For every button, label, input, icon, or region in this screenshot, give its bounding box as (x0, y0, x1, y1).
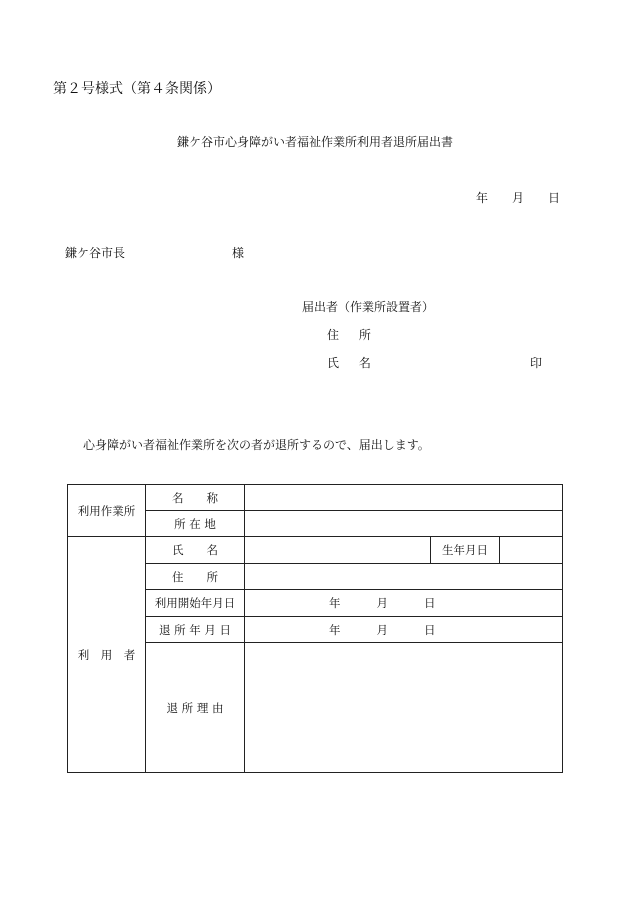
submission-date (476, 189, 560, 206)
date-year: 年 (475, 191, 488, 205)
notifier-address-label: 住 所 (327, 328, 379, 342)
user-name-field[interactable] (245, 537, 431, 564)
user-name-label: 氏 名 (146, 537, 245, 564)
leave-reason-label: 退 所 理 由 (146, 643, 245, 773)
leave-reason-field[interactable] (245, 643, 563, 773)
start-date-month: 月 (376, 596, 388, 610)
date-month: 月 (511, 191, 524, 205)
leave-date-month: 月 (376, 622, 388, 637)
user-address-label: 住 所 (146, 564, 245, 590)
birth-date-label: 生年月日 (431, 537, 500, 564)
facility-name-label: 名 称 (146, 485, 245, 511)
start-date-year: 年 (329, 596, 341, 610)
form-number: 第２号様式（第４条関係） (53, 81, 221, 97)
leave-date-day: 日 (424, 622, 436, 637)
leave-date-label: 退 所 年 月 日 (146, 617, 245, 643)
facility-name-field[interactable] (245, 485, 563, 511)
facility-location-label: 所 在 地 (146, 511, 245, 537)
withdrawal-form-table (67, 484, 563, 773)
date-day: 日 (547, 191, 560, 205)
start-date-field[interactable] (245, 590, 563, 617)
birth-date-field[interactable] (500, 537, 563, 564)
start-date-day: 日 (424, 596, 436, 610)
seal-mark: 印 (530, 356, 543, 370)
notifier-label: 届出者（作業所設置者） (302, 300, 435, 314)
start-date-label: 利用開始年月日 (146, 590, 245, 617)
user-group-header: 利 用 者 (68, 537, 146, 773)
document-title: 鎌ケ谷市心身障がい者福祉作業所利用者退所届出書 (176, 135, 453, 149)
addressee-honorific: 様 (232, 246, 245, 260)
notifier-name-label: 氏 名 (327, 356, 379, 370)
facility-location-field[interactable] (245, 511, 563, 537)
addressee-name: 鎌ケ谷市長 (65, 246, 126, 260)
leave-date-year: 年 (329, 622, 341, 637)
user-address-field[interactable] (245, 564, 563, 590)
facility-group-header: 利用作業所 (68, 485, 146, 537)
leave-date-field[interactable] (245, 617, 563, 643)
statement-text: 心身障がい者福祉作業所を次の者が退所するので、届出します。 (83, 438, 430, 452)
